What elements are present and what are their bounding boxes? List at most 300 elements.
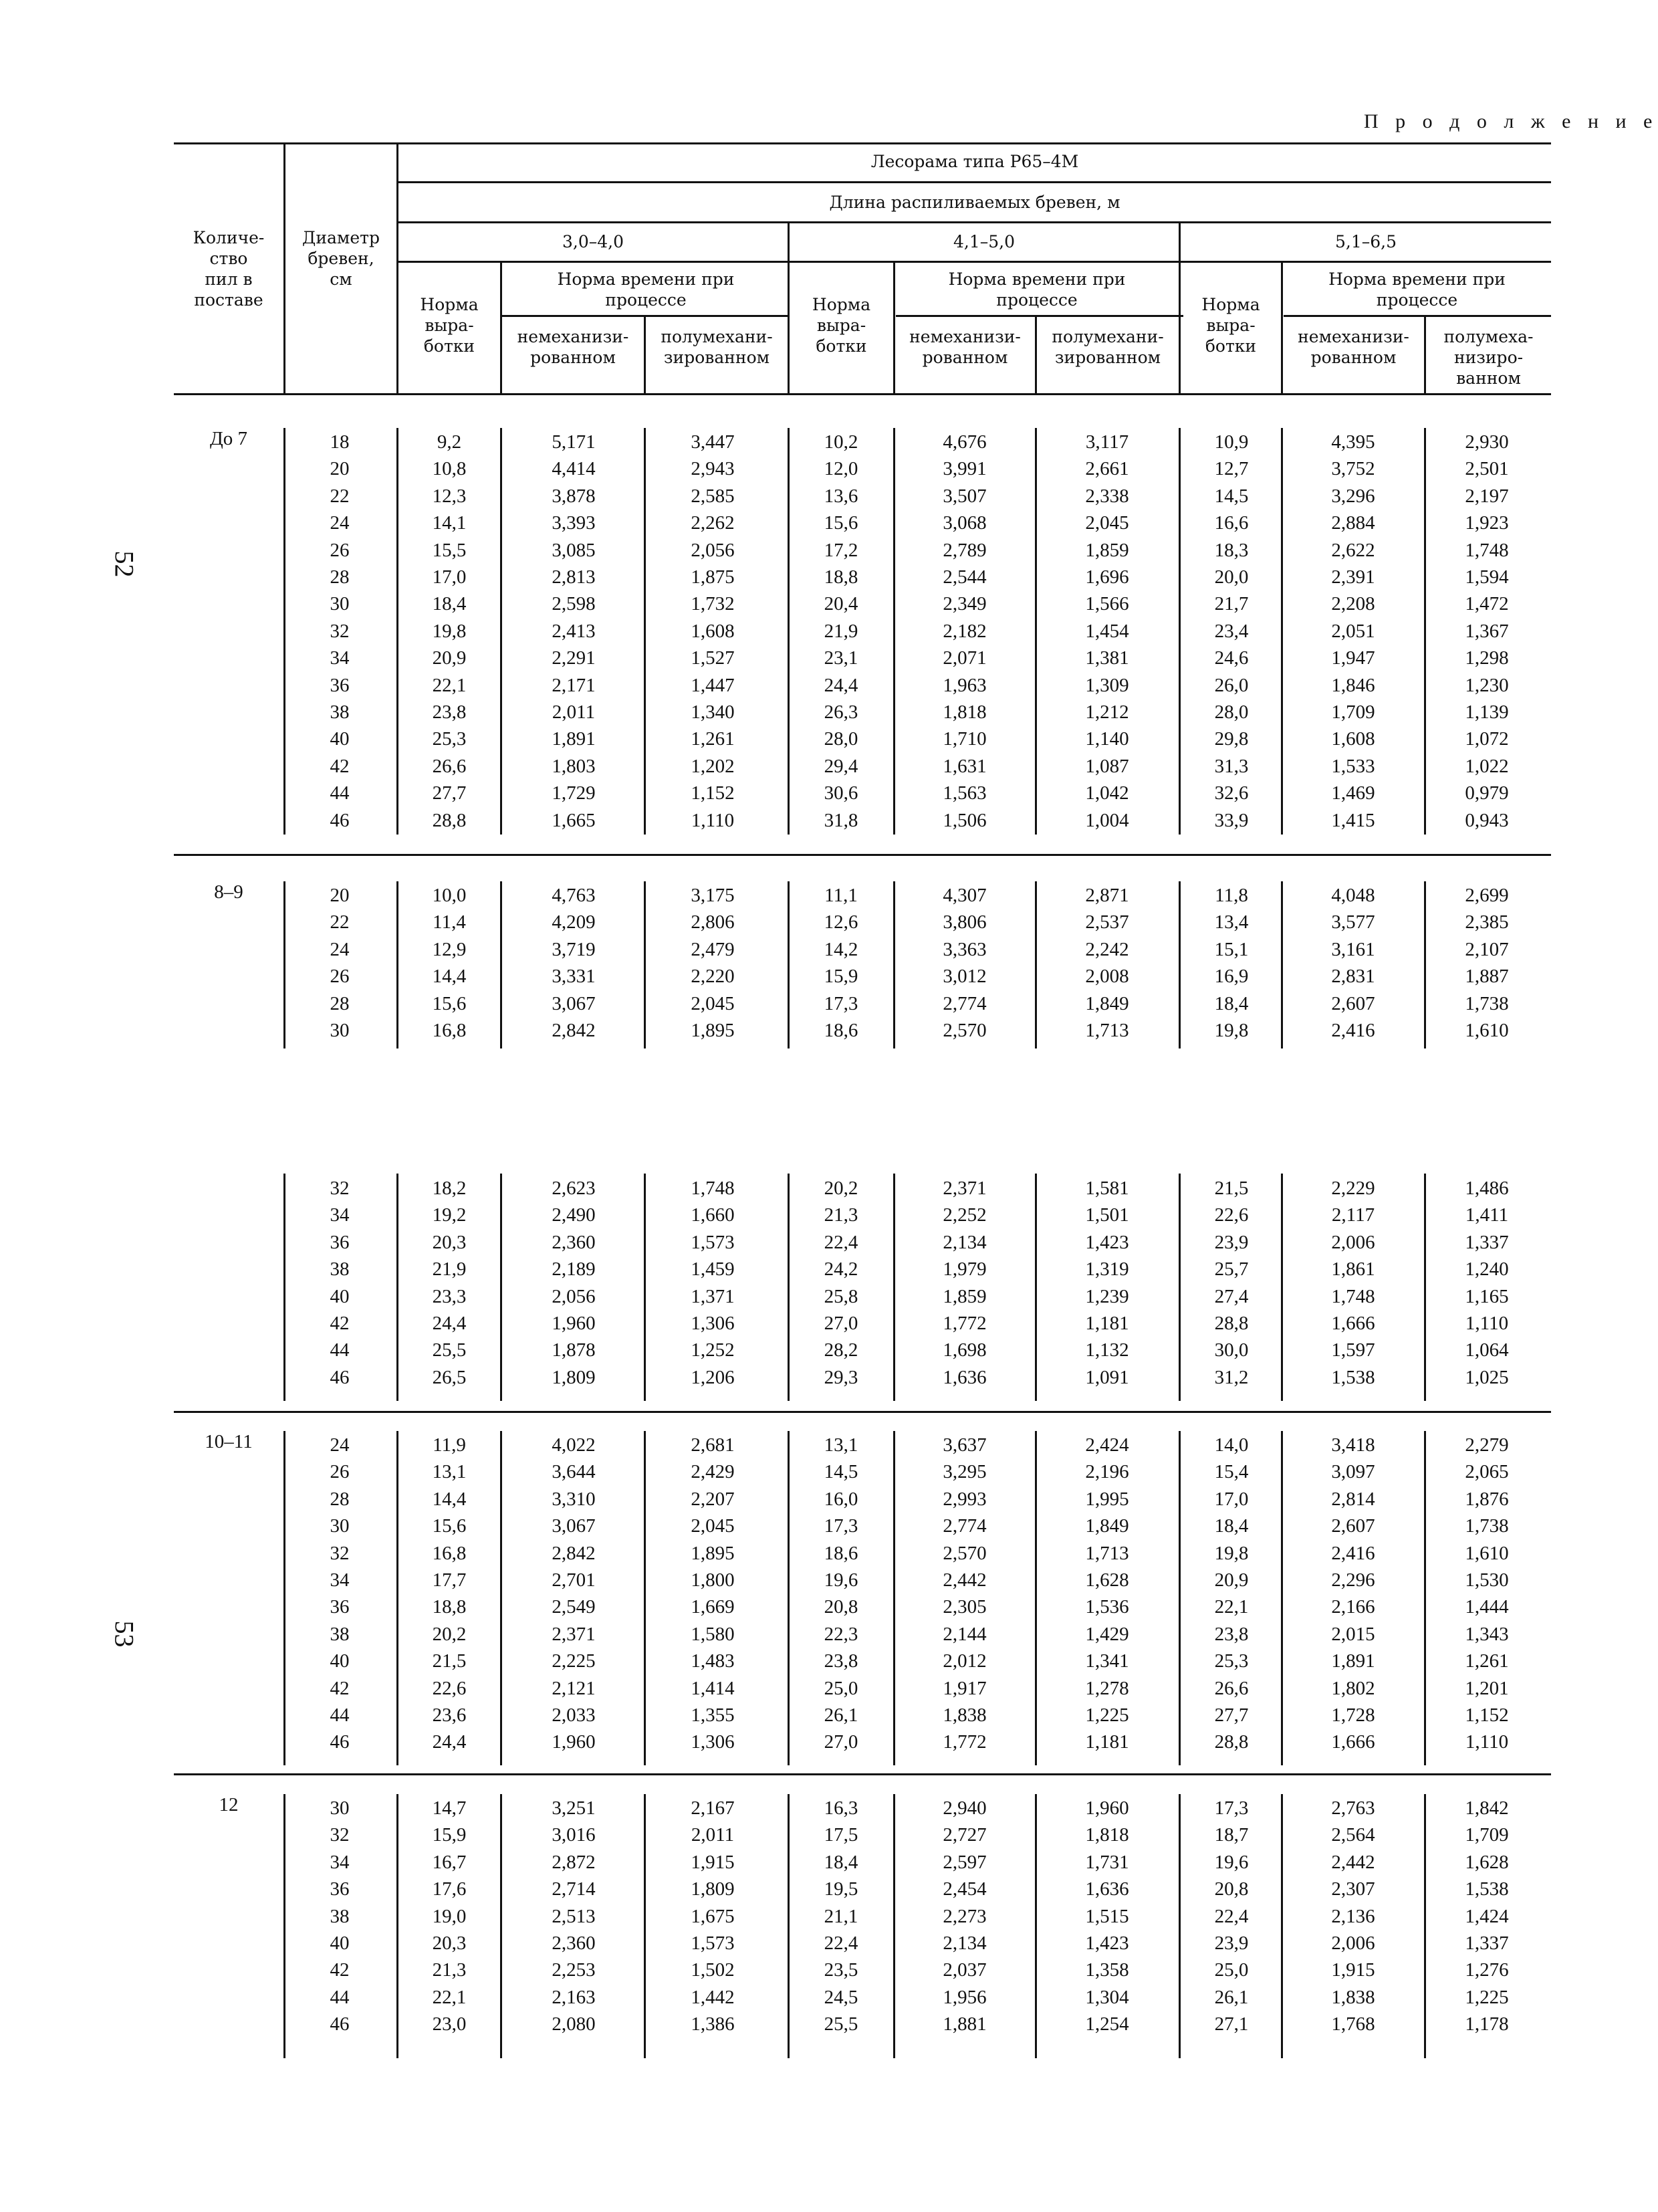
cell-semimech-2: 1,713 [1085,1020,1129,1041]
cell-semimech-1: 2,045 [691,992,735,1014]
cell-nonmech-1: 2,121 [552,1677,596,1699]
cell-diameter: 36 [330,1878,350,1900]
cell-nonmech-1: 3,331 [552,966,596,988]
cell-nonmech-2: 1,698 [943,1339,987,1361]
table-row [0,1957,1658,1983]
cell-semimech-2: 1,254 [1085,2013,1129,2035]
cell-nonmech-1: 4,022 [552,1434,596,1456]
cell-nonmech-1: 3,067 [552,992,596,1014]
cell-norma-3: 22,4 [1214,1905,1249,1927]
table-row [0,672,1658,699]
cell-diameter: 40 [330,1650,350,1672]
cell-nonmech-1: 2,598 [552,593,596,615]
cell-semimech-2: 2,008 [1085,966,1129,988]
cell-semimech-1: 2,585 [691,485,735,507]
cell-semimech-2: 1,239 [1085,1285,1129,1307]
cell-semimech-3: 1,842 [1465,1797,1509,1819]
cell-norma-2: 18,4 [824,1851,858,1873]
cell-norma-3: 33,9 [1214,809,1249,831]
cell-semimech-3: 1,225 [1465,1986,1509,2008]
cell-nonmech-2: 2,012 [943,1650,987,1672]
cell-norma-1: 15,5 [432,539,467,561]
cell-norma-2: 20,8 [824,1596,858,1618]
cell-semimech-2: 1,225 [1085,1704,1129,1726]
header-nonmech-1: немеханизи- рованном [517,327,629,367]
cell-norma-3: 13,4 [1214,911,1249,933]
cell-semimech-2: 3,117 [1085,431,1129,453]
cell-semimech-3: 2,930 [1465,431,1509,453]
cell-nonmech-2: 4,676 [943,431,987,453]
cell-nonmech-1: 2,714 [552,1878,596,1900]
cell-semimech-1: 2,479 [691,938,735,960]
cell-nonmech-2: 1,818 [943,701,987,723]
cell-semimech-1: 1,355 [691,1704,735,1726]
cell-nonmech-2: 2,134 [943,1231,987,1253]
cell-nonmech-3: 3,296 [1331,485,1375,507]
cell-semimech-1: 2,207 [691,1488,735,1510]
cell-norma-3: 25,0 [1214,1959,1249,1981]
cell-nonmech-2: 1,772 [943,1731,987,1753]
cell-nonmech-3: 2,416 [1331,1020,1375,1041]
table-row [0,1675,1658,1702]
cell-diameter: 30 [330,1020,350,1041]
cell-norma-2: 20,4 [824,593,858,615]
cell-semimech-1: 1,252 [691,1339,735,1361]
cell-diameter: 34 [330,1204,350,1226]
table-row [0,1458,1658,1485]
table-row [0,483,1658,510]
table-row [0,1984,1658,2011]
table-row [0,1283,1658,1310]
cell-nonmech-3: 2,416 [1331,1542,1375,1564]
table-row [0,1821,1658,1848]
cell-semimech-3: 1,876 [1465,1488,1509,1510]
cell-semimech-1: 1,895 [691,1020,735,1041]
cell-semimech-2: 1,849 [1085,992,1129,1014]
cell-nonmech-3: 1,802 [1331,1677,1375,1699]
cell-nonmech-3: 2,208 [1331,593,1375,615]
cell-norma-1: 12,9 [432,938,467,960]
cell-norma-1: 14,1 [432,512,467,534]
cell-nonmech-2: 3,363 [943,938,987,960]
cell-diameter: 30 [330,593,350,615]
cell-nonmech-1: 1,809 [552,1366,596,1388]
cell-semimech-2: 2,537 [1085,911,1129,933]
cell-nonmech-2: 3,295 [943,1461,987,1483]
table-row [0,1337,1658,1363]
cell-diameter: 46 [330,1731,350,1753]
cell-diameter: 20 [330,458,350,480]
cell-nonmech-3: 1,915 [1331,1959,1375,1981]
cell-nonmech-1: 1,729 [552,782,596,804]
cell-diameter: 24 [330,1434,350,1456]
cell-semimech-3: 1,594 [1465,566,1509,588]
cell-semimech-3: 1,337 [1465,1932,1509,1954]
table-row [0,1513,1658,1539]
cell-norma-3: 19,6 [1214,1851,1249,1873]
cell-norma-1: 10,8 [432,458,467,480]
cell-semimech-1: 1,206 [691,1366,735,1388]
cell-semimech-3: 1,343 [1465,1623,1509,1645]
cell-norma-1: 24,4 [432,1731,467,1753]
cell-norma-2: 16,3 [824,1797,858,1819]
cell-norma-2: 21,1 [824,1905,858,1927]
group-label-3: 10–11 [205,1431,253,1452]
cell-semimech-3: 1,201 [1465,1677,1509,1699]
cell-semimech-1: 2,045 [691,1515,735,1537]
cell-semimech-1: 1,800 [691,1569,735,1591]
cell-norma-3: 27,1 [1214,2013,1249,2035]
cell-nonmech-2: 1,859 [943,1285,987,1307]
group-separator [174,1411,1551,1413]
cell-nonmech-2: 2,570 [943,1020,987,1041]
cell-nonmech-1: 2,513 [552,1905,596,1927]
header-rule-machine [396,181,1551,183]
cell-norma-1: 26,5 [432,1366,467,1388]
cell-norma-3: 32,6 [1214,782,1249,804]
cell-semimech-2: 1,429 [1085,1623,1129,1645]
cell-semimech-3: 0,943 [1465,809,1509,831]
table-row [0,1175,1658,1202]
cell-semimech-1: 1,414 [691,1677,735,1699]
cell-diameter: 18 [330,431,350,453]
cell-norma-2: 11,1 [824,885,858,906]
cell-semimech-2: 1,181 [1085,1313,1129,1334]
cell-nonmech-1: 2,842 [552,1020,596,1041]
cell-nonmech-2: 2,144 [943,1623,987,1645]
cell-semimech-3: 1,424 [1465,1905,1509,1927]
cell-norma-2: 29,4 [824,755,858,777]
cell-semimech-2: 1,713 [1085,1542,1129,1564]
cell-nonmech-2: 1,506 [943,809,987,831]
cell-diameter: 20 [330,885,350,906]
table-row [0,1540,1658,1567]
cell-nonmech-2: 1,963 [943,674,987,696]
header-time-2: Норма времени при процессе [948,269,1126,310]
cell-norma-2: 19,6 [824,1569,858,1591]
cell-semimech-1: 1,340 [691,701,735,723]
table-row [0,990,1658,1017]
cell-norma-3: 27,4 [1214,1285,1249,1307]
cell-semimech-1: 3,447 [691,431,735,453]
cell-semimech-3: 1,628 [1465,1851,1509,1873]
cell-norma-2: 21,9 [824,620,858,642]
cell-semimech-1: 1,152 [691,782,735,804]
cell-norma-1: 21,5 [432,1650,467,1672]
cell-semimech-3: 1,367 [1465,620,1509,642]
cell-norma-3: 23,4 [1214,620,1249,642]
cell-norma-2: 24,4 [824,674,858,696]
cell-semimech-2: 2,196 [1085,1461,1129,1483]
cell-semimech-2: 1,381 [1085,647,1129,669]
cell-nonmech-3: 1,415 [1331,809,1375,831]
cell-nonmech-3: 4,048 [1331,885,1375,906]
cell-nonmech-3: 1,597 [1331,1339,1375,1361]
cell-norma-1: 22,6 [432,1677,467,1699]
cell-nonmech-2: 2,789 [943,539,987,561]
page-title: П р о д о л ж е н и е [1364,110,1658,132]
cell-semimech-3: 1,472 [1465,593,1509,615]
cell-semimech-3: 2,197 [1465,485,1509,507]
cell-norma-1: 12,3 [432,485,467,507]
cell-norma-2: 28,0 [824,728,858,750]
cell-semimech-2: 1,859 [1085,539,1129,561]
cell-semimech-3: 1,022 [1465,755,1509,777]
cell-norma-1: 25,5 [432,1339,467,1361]
cell-nonmech-3: 3,418 [1331,1434,1375,1456]
cell-semimech-2: 2,871 [1085,885,1129,906]
cell-semimech-1: 1,669 [691,1596,735,1618]
cell-diameter: 32 [330,620,350,642]
cell-semimech-2: 2,424 [1085,1434,1129,1456]
header-top-rule [174,142,1551,144]
cell-nonmech-2: 2,454 [943,1878,987,1900]
cell-nonmech-2: 2,134 [943,1932,987,1954]
cell-semimech-2: 1,581 [1085,1178,1129,1199]
cell-norma-3: 16,9 [1214,966,1249,988]
group-label-0: До 7 [209,428,248,449]
cell-nonmech-3: 1,891 [1331,1650,1375,1672]
cell-diameter: 38 [330,1623,350,1645]
cell-semimech-2: 1,696 [1085,566,1129,588]
cell-norma-3: 26,1 [1214,1986,1249,2008]
cell-nonmech-3: 1,748 [1331,1285,1375,1307]
cell-semimech-1: 1,527 [691,647,735,669]
cell-nonmech-2: 2,570 [943,1542,987,1564]
cell-nonmech-3: 2,117 [1331,1204,1375,1226]
header-nonmech-3: немеханизи- рованном [1298,327,1409,367]
cell-norma-3: 12,7 [1214,458,1249,480]
cell-norma-1: 15,6 [432,1515,467,1537]
cell-norma-3: 28,0 [1214,701,1249,723]
cell-nonmech-2: 1,563 [943,782,987,804]
cell-norma-3: 22,1 [1214,1596,1249,1618]
cell-nonmech-1: 3,085 [552,539,596,561]
cell-semimech-3: 1,748 [1465,539,1509,561]
cell-semimech-1: 3,175 [691,885,735,906]
cell-norma-2: 30,6 [824,782,858,804]
cell-semimech-1: 1,261 [691,728,735,750]
cell-nonmech-2: 1,631 [943,755,987,777]
cell-norma-2: 29,3 [824,1366,858,1388]
cell-semimech-2: 1,423 [1085,1231,1129,1253]
cell-nonmech-2: 2,597 [943,1851,987,1873]
cell-semimech-3: 1,411 [1465,1204,1509,1226]
cell-semimech-3: 1,276 [1465,1959,1509,1981]
table-row [0,1729,1658,1755]
cell-nonmech-3: 4,395 [1331,431,1375,453]
cell-nonmech-3: 1,709 [1331,701,1375,723]
cell-semimech-1: 2,943 [691,458,735,480]
cell-norma-1: 15,6 [432,992,467,1014]
cell-nonmech-1: 2,080 [552,2013,596,2035]
cell-diameter: 24 [330,938,350,960]
header-length-title: Длина распиливаемых бревен, м [829,193,1120,212]
cell-diameter: 42 [330,1677,350,1699]
cell-nonmech-3: 2,051 [1331,620,1375,642]
cell-nonmech-3: 2,564 [1331,1824,1375,1846]
header-bottom-rule [174,393,1551,395]
cell-nonmech-3: 1,728 [1331,1704,1375,1726]
cell-norma-1: 17,6 [432,1878,467,1900]
cell-semimech-3: 1,738 [1465,992,1509,1014]
cell-nonmech-1: 1,960 [552,1731,596,1753]
table-row [0,882,1658,909]
cell-nonmech-1: 2,291 [552,647,596,669]
cell-norma-3: 19,8 [1214,1020,1249,1041]
cell-semimech-3: 1,337 [1465,1231,1509,1253]
cell-diameter: 40 [330,728,350,750]
cell-diameter: 26 [330,966,350,988]
cell-nonmech-1: 1,665 [552,809,596,831]
cell-semimech-2: 1,423 [1085,1932,1129,1954]
cell-norma-3: 10,9 [1214,431,1249,453]
cell-norma-3: 26,6 [1214,1677,1249,1699]
cell-nonmech-3: 2,814 [1331,1488,1375,1510]
cell-diameter: 28 [330,566,350,588]
cell-nonmech-1: 2,189 [552,1258,596,1281]
header-rule-ranges [396,261,1551,263]
cell-nonmech-2: 3,637 [943,1434,987,1456]
cell-norma-1: 18,8 [432,1596,467,1618]
cell-diameter: 44 [330,1704,350,1726]
cell-diameter: 22 [330,911,350,933]
cell-norma-2: 24,5 [824,1986,858,2008]
cell-norma-2: 25,8 [824,1285,858,1307]
cell-semimech-2: 1,341 [1085,1650,1129,1672]
cell-norma-2: 20,2 [824,1178,858,1199]
cell-semimech-1: 1,875 [691,566,735,588]
cell-semimech-2: 1,140 [1085,728,1129,750]
cell-nonmech-3: 1,666 [1331,1731,1375,1753]
cell-semimech-2: 1,566 [1085,593,1129,615]
cell-semimech-3: 2,699 [1465,885,1509,906]
cell-nonmech-3: 3,752 [1331,458,1375,480]
cell-semimech-3: 1,923 [1465,512,1509,534]
cell-semimech-1: 2,220 [691,966,735,988]
cell-norma-1: 19,0 [432,1905,467,1927]
cell-norma-2: 17,5 [824,1824,858,1846]
group-separator [174,1773,1551,1775]
cell-semimech-2: 1,212 [1085,701,1129,723]
header-rule-time-3 [1284,315,1551,317]
cell-norma-2: 10,2 [824,431,858,453]
cell-norma-2: 15,9 [824,966,858,988]
cell-norma-3: 18,4 [1214,992,1249,1014]
cell-nonmech-1: 2,163 [552,1986,596,2008]
cell-semimech-2: 1,132 [1085,1339,1129,1361]
cell-norma-3: 17,0 [1214,1488,1249,1510]
cell-norma-3: 16,6 [1214,512,1249,534]
table-row [0,1849,1658,1876]
cell-norma-1: 23,8 [432,701,467,723]
cell-norma-3: 24,6 [1214,647,1249,669]
cell-nonmech-1: 2,033 [552,1704,596,1726]
table-row [0,590,1658,617]
table-row [0,1702,1658,1729]
cell-nonmech-3: 2,763 [1331,1797,1375,1819]
cell-nonmech-1: 2,623 [552,1178,596,1199]
cell-semimech-3: 1,165 [1465,1285,1509,1307]
cell-nonmech-2: 2,349 [943,593,987,615]
cell-nonmech-1: 3,393 [552,512,596,534]
header-time-1: Норма времени при процессе [557,269,735,310]
cell-norma-3: 31,3 [1214,755,1249,777]
cell-diameter: 42 [330,1959,350,1981]
header-semimech-1: полумехани- зированном [661,327,773,367]
table-row [0,909,1658,935]
cell-diameter: 28 [330,992,350,1014]
cell-norma-2: 23,8 [824,1650,858,1672]
cell-norma-1: 19,2 [432,1204,467,1226]
table-row [0,936,1658,963]
cell-norma-3: 19,8 [1214,1542,1249,1564]
cell-norma-2: 14,2 [824,938,858,960]
cell-semimech-3: 1,110 [1465,1313,1509,1334]
cell-diameter: 46 [330,809,350,831]
table-row [0,1256,1658,1283]
cell-norma-1: 16,7 [432,1851,467,1873]
cell-norma-3: 21,7 [1214,593,1249,615]
cell-nonmech-2: 1,881 [943,2013,987,2035]
cell-semimech-3: 1,261 [1465,1650,1509,1672]
cell-semimech-1: 1,502 [691,1959,735,1981]
cell-semimech-3: 1,610 [1465,1020,1509,1041]
cell-norma-3: 31,2 [1214,1366,1249,1388]
cell-diameter: 24 [330,512,350,534]
cell-diameter: 36 [330,674,350,696]
cell-nonmech-1: 2,413 [552,620,596,642]
header-range-2: 4,1–5,0 [953,232,1016,251]
cell-nonmech-3: 1,838 [1331,1986,1375,2008]
cell-norma-2: 23,1 [824,647,858,669]
cell-nonmech-2: 2,305 [943,1596,987,1618]
cell-norma-2: 18,6 [824,1020,858,1041]
cell-nonmech-3: 2,442 [1331,1851,1375,1873]
cell-semimech-2: 1,181 [1085,1731,1129,1753]
cell-norma-2: 22,4 [824,1932,858,1954]
cell-norma-2: 22,3 [824,1623,858,1645]
cell-semimech-1: 2,429 [691,1461,735,1483]
cell-semimech-2: 1,818 [1085,1824,1129,1846]
page-number-left: 52 [109,550,140,578]
table-row [0,780,1658,806]
cell-norma-3: 15,1 [1214,938,1249,960]
cell-nonmech-1: 3,310 [552,1488,596,1510]
group-label-1: 8–9 [214,881,243,903]
cell-nonmech-2: 3,806 [943,911,987,933]
table-row [0,1229,1658,1256]
header-norma-3: Норма выра- ботки [1201,295,1260,356]
cell-nonmech-2: 1,956 [943,1986,987,2008]
cell-nonmech-2: 3,507 [943,485,987,507]
cell-nonmech-3: 1,469 [1331,782,1375,804]
cell-diameter: 32 [330,1178,350,1199]
cell-nonmech-1: 1,960 [552,1313,596,1334]
cell-semimech-2: 1,995 [1085,1488,1129,1510]
table-row [0,699,1658,726]
cell-nonmech-3: 3,577 [1331,911,1375,933]
cell-semimech-3: 1,139 [1465,701,1509,723]
cell-semimech-2: 1,628 [1085,1569,1129,1591]
cell-nonmech-3: 2,831 [1331,966,1375,988]
cell-norma-1: 13,1 [432,1461,467,1483]
table-row [0,1876,1658,1902]
cell-norma-3: 28,8 [1214,1313,1249,1334]
cell-nonmech-1: 2,225 [552,1650,596,1672]
cell-nonmech-2: 2,544 [943,566,987,588]
cell-nonmech-1: 2,371 [552,1623,596,1645]
